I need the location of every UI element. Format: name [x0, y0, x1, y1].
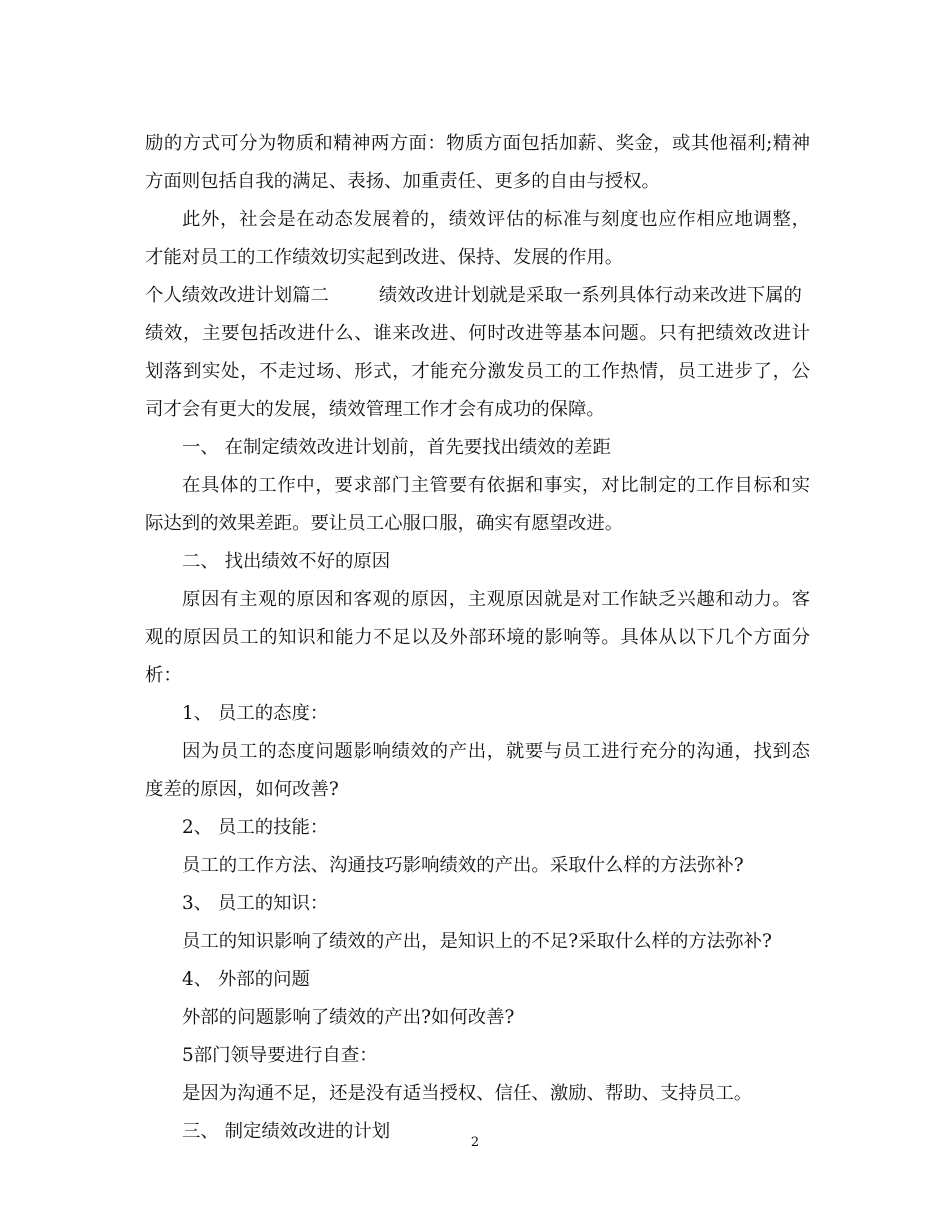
page-number: 2 [470, 1135, 480, 1150]
text-line: 此外，社会是在动态发展着的，绩效评估的标准与刻度也应作相应地调整， [182, 209, 810, 230]
text-span: 绩效改进计划就是采取一系列具体行动来改进下属的 [378, 285, 802, 306]
text-line: 划落到实处，不走过场、形式，才能充分激发员工的工作热情，员工进步了，公 [145, 361, 810, 382]
section-heading: 个人绩效改进计划篇二 [145, 285, 329, 306]
text-line: 1、 员工的态度： [182, 703, 329, 724]
text-line: 外部的问题影响了绩效的产出?如何改善? [182, 1007, 515, 1028]
text-line: 4、 外部的问题 [182, 969, 310, 990]
text-line: 因为员工的态度问题影响绩效的产出，就要与员工进行充分的沟通，找到态 [182, 741, 810, 762]
text-line: 绩效，主要包括改进什么、谁来改进、何时改进等基本问题。只有把绩效改进计 [145, 323, 810, 344]
text-line: 二、 找出绩效不好的原因 [182, 551, 391, 572]
text-line: 观的原因员工的知识和能力不足以及外部环境的影响等。具体从以下几个方面分 [145, 627, 810, 648]
text-line: 司才会有更大的发展，绩效管理工作才会有成功的保障。 [145, 399, 605, 420]
text-line: 度差的原因，如何改善? [145, 779, 339, 800]
text-line: 员工的工作方法、沟通技巧影响绩效的产出。采取什么样的方法弥补? [182, 855, 744, 876]
text-line: 方面则包括自我的满足、表扬、加重责任、更多的自由与授权。 [145, 171, 660, 192]
text-line: 三、 制定绩效改进的计划 [182, 1121, 391, 1142]
section-heading-line [145, 277, 810, 315]
text-line: 才能对员工的工作绩效切实起到改进、保持、发展的作用。 [145, 247, 624, 268]
text-line: 5部门领导要进行自查： [182, 1045, 378, 1066]
text-line: 员工的知识影响了绩效的产出，是知识上的不足?采取什么样的方法弥补? [182, 931, 772, 952]
text-line: 在具体的工作中，要求部门主管要有依据和事实，对比制定的工作目标和实 [182, 475, 810, 496]
document-body [145, 125, 810, 1151]
text-line: 2、 员工的技能： [182, 817, 329, 838]
text-line: 原因有主观的原因和客观的原因，主观原因就是对工作缺乏兴趣和动力。客 [182, 589, 810, 610]
text-line: 是因为沟通不足，还是没有适当授权、信任、激励、帮助、支持员工。 [182, 1083, 753, 1104]
text-line: 析： [145, 665, 182, 686]
text-line: 励的方式可分为物质和精神两方面：物质方面包括加薪、奖金，或其他福利;精神 [145, 133, 810, 154]
text-line: 3、 员工的知识： [182, 893, 329, 914]
text-line: 一、 在制定绩效改进计划前，首先要找出绩效的差距 [182, 437, 611, 458]
text-line: 际达到的效果差距。要让员工心服口服，确实有愿望改进。 [145, 513, 624, 534]
